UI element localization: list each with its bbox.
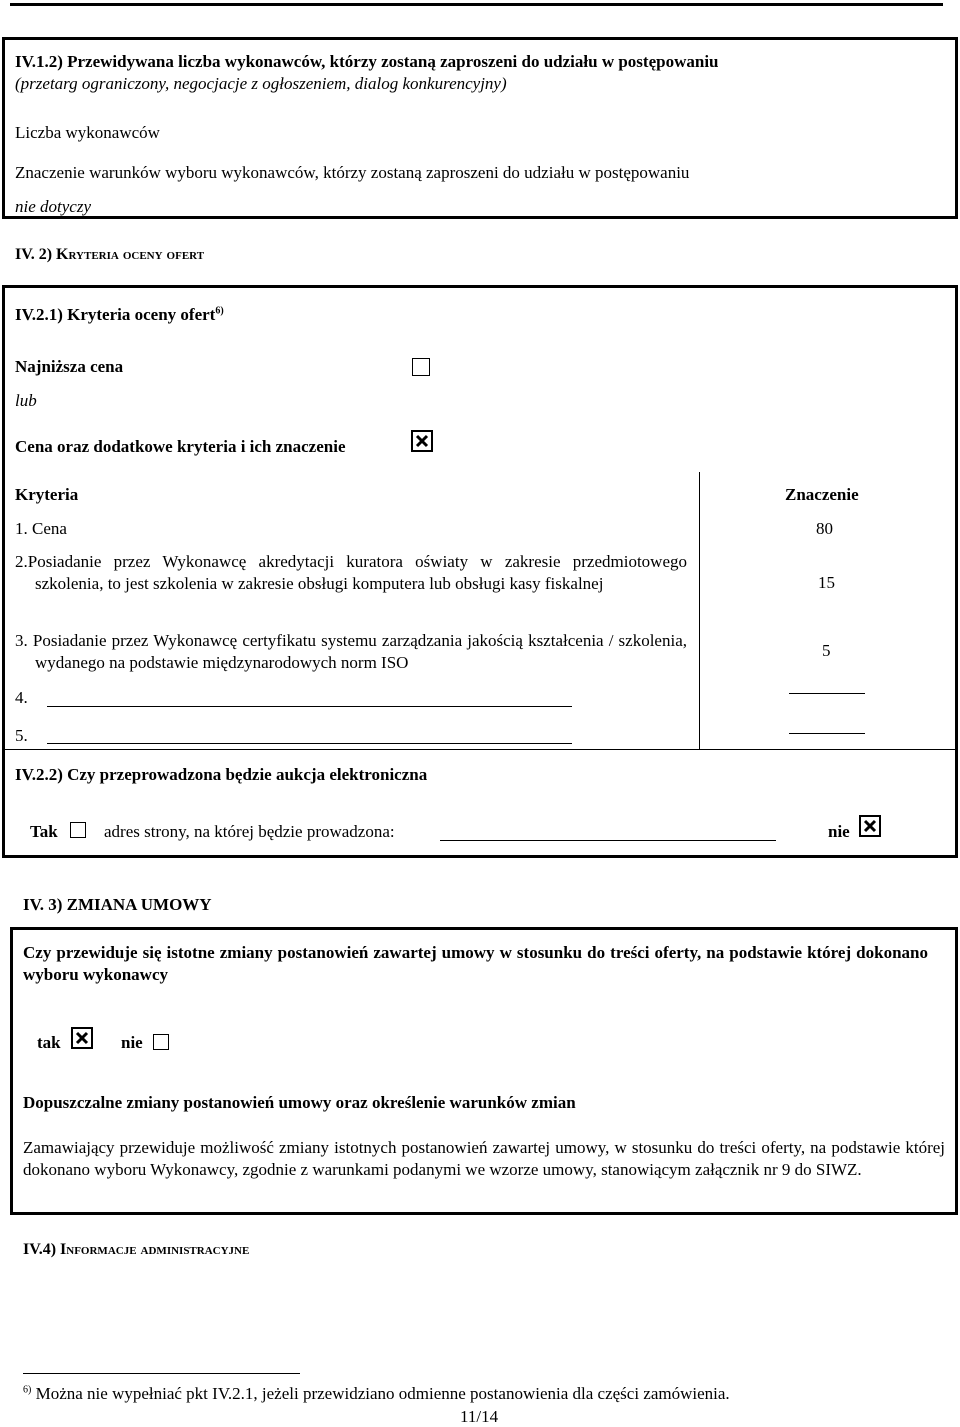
criterion-2-text: 2.Posiadanie przez Wykonawcę akredytacji kuratora oświaty w zakresie przedmiotowego szkolenia, to jest szkolenia w zakresie obsługi komputera lub obsługi kasy fiskalnej [15,552,687,593]
criterion-4: 4. [15,688,28,707]
allowed-changes-text: Zamawiający przewiduje możliwość zmiany istotnych postanowień zawartej umowy, w stosunku do treści oferty, na podstawie której dokonano wyboru Wykonawcy, zgodnie z warunkami podanymi we wzorze umowy, stanowiącym załącznik nr 9 do SIWZ. [23,1138,945,1179]
criterion-3-weight: 5 [822,641,831,660]
change-question: Czy przewiduje się istotne zmiany postanowień zawartej umowy w stosunku do treści oferty, na podstawie której dokonano wyboru wykonawcy [23,943,928,984]
criteria-subheading [15,305,224,325]
criterion-4-blank[interactable] [47,706,572,707]
auction-address-label: adres strony, na której będzie prowadzona: [104,822,395,841]
top-rule [10,3,943,6]
criterion-2-weight: 15 [818,573,835,592]
significance-label: Znaczenie warunków wyboru wykonawców, którzy zostaną zaproszeni do udziału w postępowaniu [15,163,690,182]
criterion-1: 1. Cena [15,519,67,538]
auction-yes-checkbox[interactable] [70,822,86,838]
auction-yes-label: Tak [30,822,58,841]
auction-heading: IV.2.2) Czy przeprowadzona będzie aukcja elektroniczna [15,765,428,784]
criteria-subheading-text: IV.2.1) Kryteria oceny ofert [15,305,216,324]
s3-heading: IV. 3) ZMIANA UMOWY [23,895,212,914]
criteria-column-divider [699,472,700,749]
criterion-5-blank[interactable] [47,743,572,744]
allowed-changes-heading: Dopuszczalne zmiany postanowień umowy oraz określenie warunków zmian [23,1093,576,1112]
criteria-divider [2,749,958,750]
change-no-label: nie [121,1033,143,1052]
weight-header: Znaczenie [785,485,859,504]
footnote-ref: 6) [215,305,224,317]
auction-address-field[interactable] [440,840,776,841]
footnote-rule [23,1373,300,1374]
criteria-header: Kryteria [15,485,79,504]
option-price-plus-criteria: Cena oraz dodatkowe kryteria i ich znaczenie [15,437,346,456]
footnote-text: Można nie wypełniać pkt IV.2.1, jeżeli przewidziano odmienne postanowienia dla części zamówienia. [35,1384,730,1403]
option-lowest-price: Najniższa cena [15,357,124,376]
change-yes-label: tak [37,1033,61,1052]
lowest-price-checkbox[interactable] [412,358,430,376]
criterion-1-weight: 80 [816,519,833,538]
criterion-5-weight-blank[interactable] [789,733,865,734]
criterion-3-text: 3. Posiadanie przez Wykonawcę certyfikatu systemu zarządzania jakością kształcenia / szkolenia, wydanego na podstawie międzynarodowych norm ISO [15,631,687,672]
s2-heading [15,246,204,264]
not-applicable-value: nie dotyczy [15,197,91,216]
count-label: Liczba wykonawców [15,123,160,142]
criterion-4-weight-blank[interactable] [789,693,865,694]
change-yes-checkbox-checked[interactable] [71,1027,93,1049]
footnote [23,1384,730,1404]
s4-heading-text: Informacje administracyjne [60,1241,250,1258]
auction-no-label: nie [828,822,850,841]
s2-heading-prefix: IV. 2) [15,246,57,263]
s1-subheading: (przetarg ograniczony, negocjacje z ogłoszeniem, dialog konkurencyjny) [15,74,507,93]
auction-no-checkbox-checked[interactable] [859,815,881,837]
s2-heading-text: Kryteria oceny ofert [56,246,205,263]
change-no-checkbox[interactable] [153,1034,169,1050]
or-label: lub [15,391,37,410]
s4-heading-prefix: IV.4) [23,1241,61,1258]
price-plus-criteria-checkbox-checked[interactable] [411,430,433,452]
criterion-5: 5. [15,726,28,745]
s1-heading: IV.1.2) Przewidywana liczba wykonawców, którzy zostaną zaproszeni do udziału w postępowaniu [15,52,719,71]
footnote-mark: 6) [23,1384,32,1396]
criterion-2 [15,551,687,595]
page-number: 11/14 [460,1407,499,1426]
criterion-3 [15,630,687,674]
s4-heading [23,1241,249,1259]
